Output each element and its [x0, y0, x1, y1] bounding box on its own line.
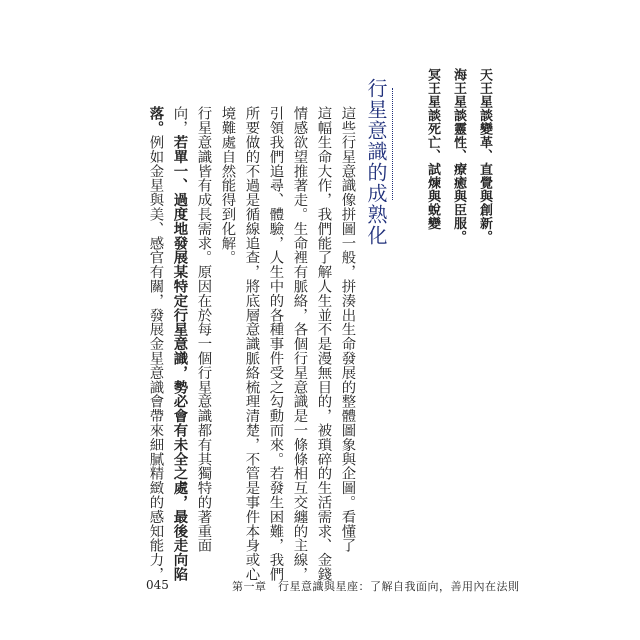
heading-rule: [392, 88, 393, 200]
paragraph1-line: 境難處自然能得到化解。: [219, 106, 236, 265]
paragraph2-emphasis: 落。: [147, 106, 164, 135]
paragraph1-line: 情感欲望推著走。生命裡有脈絡，各個行星意識是一條條相互交纏的主線，: [291, 106, 308, 582]
side-line-uranus: 天王星談變革、直覺與創新。: [477, 68, 492, 244]
paragraph2-line: 行星意識皆有成長需求。原因在於每一個行星意識都有其獨特的著重面: [195, 106, 212, 553]
side-line-neptune: 海王星談靈性、療癒與臣服。: [451, 68, 466, 244]
page-number: 045: [146, 578, 169, 592]
paragraph1-line: 這些行星意識像拼圖一般，拼湊出生命發展的整體圖象與企圖。看懂了: [339, 106, 356, 553]
paragraph2-emphasis: 若單一、過度地發展某特定行星意識，勢必會有未全之處，最後走向陷: [171, 134, 188, 582]
paragraph1-line: 所要做的不過是循線追查，將底層意識脈絡梳理清楚，不管是事件本身或心: [243, 106, 260, 582]
section-heading: 行星意識的成熟化: [364, 78, 388, 246]
paragraph1-line: 這幅生命大作，我們能了解人生並不是漫無目的，被瑣碎的生活需求、金錢: [315, 106, 332, 582]
paragraph2-line: [148, 106, 162, 581]
running-footer: 第一章 行星意識與星座：了解自我面向，善用內在法則: [232, 580, 520, 593]
paragraph2-line: [172, 106, 186, 581]
paragraph2-text: 例如金星與美、感官有關，發展金星意識會帶來細膩精緻的感知能力，: [147, 134, 164, 582]
side-line-pluto: 冥王星談死亡、試煉與蛻變: [425, 68, 440, 230]
paragraph1-line: 引領我們追尋、體驗，人生中的各種事件受之勾動而來。若發生困難，我們: [267, 106, 284, 582]
paragraph2-text: 向，: [171, 106, 188, 135]
